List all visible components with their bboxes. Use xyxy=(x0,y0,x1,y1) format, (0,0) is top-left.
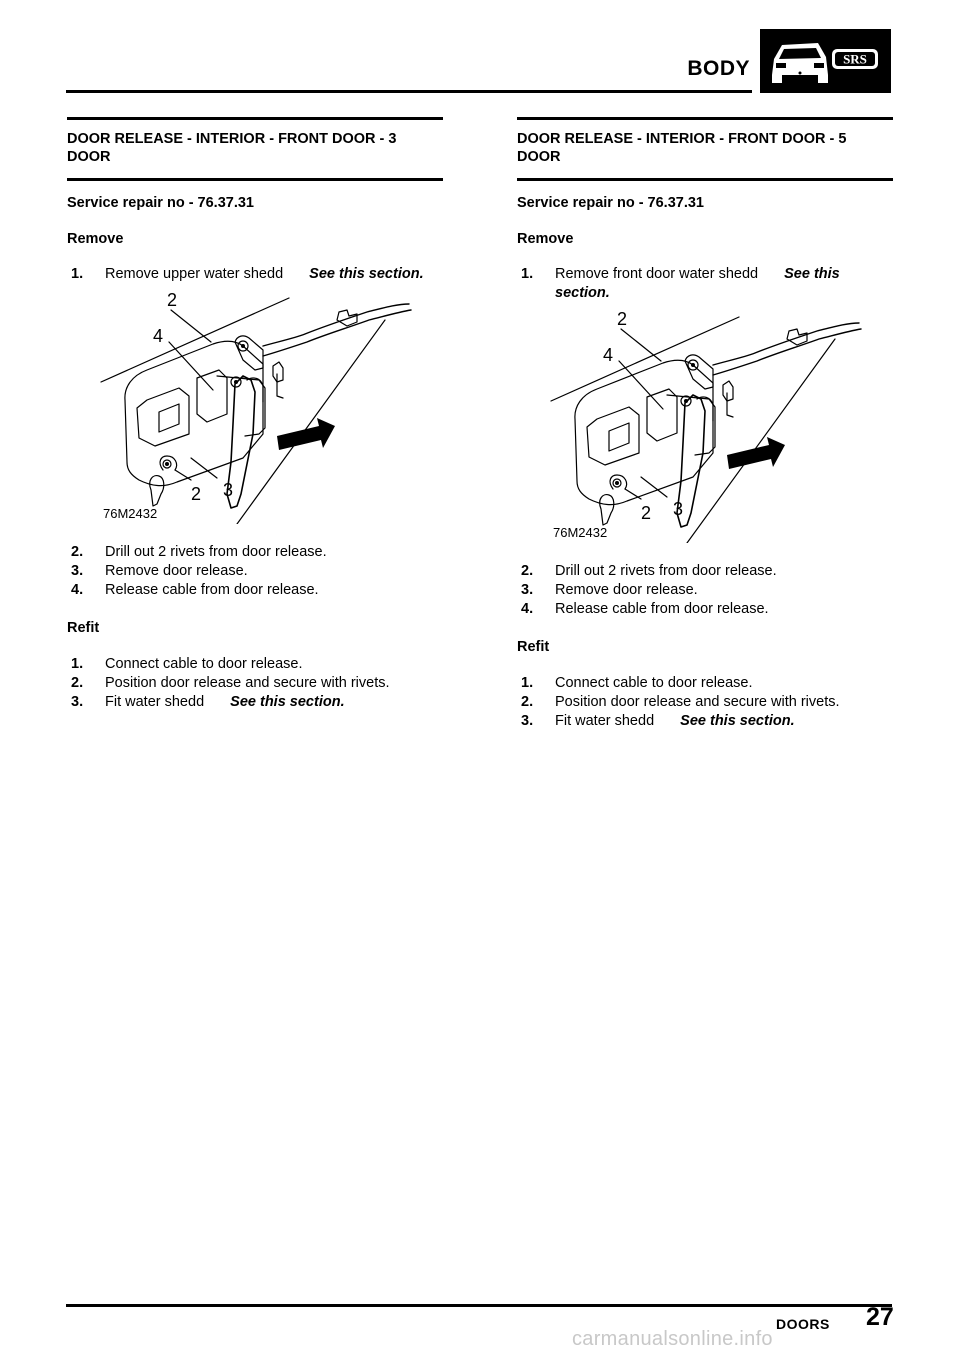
callout-4: 4 xyxy=(153,326,164,346)
step-number: 3. xyxy=(521,582,534,598)
refit-step-3 xyxy=(67,693,443,712)
figure-code: 76M2432 xyxy=(103,506,158,521)
section-bottom-rule xyxy=(517,178,893,181)
step-text: Remove upper water shedd xyxy=(105,266,284,282)
step-text: Connect cable to door release. xyxy=(105,656,303,672)
step-text: Remove door release. xyxy=(555,582,698,598)
callout-3: 3 xyxy=(223,480,234,500)
section-bottom-rule xyxy=(67,178,443,181)
step-number: 2. xyxy=(71,675,84,691)
refit-step-2 xyxy=(67,674,443,693)
service-repair-number: Service repair no - 76.37.31 xyxy=(517,195,704,211)
refit-step-2 xyxy=(517,693,893,712)
section-top-rule xyxy=(517,117,893,120)
step-text: Drill out 2 rivets from door release. xyxy=(555,563,777,579)
step-number: 2. xyxy=(521,694,534,710)
see-section-reference[interactable]: See this section. xyxy=(680,713,795,729)
step-number: 2. xyxy=(521,563,534,579)
remove-step-4 xyxy=(67,581,443,600)
callout-2-top: 2 xyxy=(167,290,178,310)
refit-heading: Refit xyxy=(517,639,550,655)
refit-step-1 xyxy=(67,655,443,674)
direction-arrow-icon xyxy=(727,437,785,469)
door-release-diagram xyxy=(517,303,893,543)
callout-4: 4 xyxy=(603,345,614,365)
remove-step-3 xyxy=(517,581,893,600)
remove-heading: Remove xyxy=(67,231,124,247)
step-number: 2. xyxy=(71,544,84,560)
watermark: carmanualsonline.info xyxy=(572,1328,773,1350)
step-text: Position door release and secure with rivets. xyxy=(105,675,390,691)
see-section-reference[interactable]: See this section. xyxy=(230,694,345,710)
step-number: 1. xyxy=(71,656,84,672)
see-section-reference[interactable]: See this section. xyxy=(309,266,424,282)
remove-step-2 xyxy=(517,562,893,581)
step-text: Release cable from door release. xyxy=(555,601,769,617)
step-number: 1. xyxy=(71,266,84,282)
car-front-icon xyxy=(760,29,891,93)
page-number: 27 xyxy=(866,1303,894,1331)
footer-section-name: DOORS xyxy=(776,1316,830,1332)
section-top-rule xyxy=(67,117,443,120)
page-section-title: BODY xyxy=(687,57,750,80)
step-text: Release cable from door release. xyxy=(105,582,319,598)
step-text: Remove front door water shedd xyxy=(555,266,759,282)
header-rule xyxy=(66,90,752,93)
remove-heading: Remove xyxy=(517,231,574,247)
srs-logo-text: SRS xyxy=(843,51,867,67)
callout-2-top: 2 xyxy=(617,309,628,329)
step-number: 3. xyxy=(71,563,84,579)
srs-car-logo xyxy=(760,29,891,93)
section-5-door xyxy=(517,117,893,731)
step-text: Fit water shedd xyxy=(105,694,205,710)
step-number: 3. xyxy=(521,713,534,729)
remove-step-1 xyxy=(517,265,893,303)
footer-rule xyxy=(66,1304,892,1307)
remove-step-2 xyxy=(67,543,443,562)
remove-step-4 xyxy=(517,600,893,619)
step-number: 1. xyxy=(521,675,534,691)
step-text: Fit water shedd xyxy=(555,713,655,729)
refit-step-3 xyxy=(517,712,893,731)
door-release-diagram xyxy=(67,284,443,524)
section-title: DOOR RELEASE - INTERIOR - FRONT DOOR - 3 DOOR xyxy=(67,131,397,165)
see-section-reference[interactable]: See this section. xyxy=(555,266,840,301)
step-number: 3. xyxy=(71,694,84,710)
step-number: 4. xyxy=(521,601,534,617)
section-title: DOOR RELEASE - INTERIOR - FRONT DOOR - 5 DOOR xyxy=(517,131,847,165)
callout-2-bottom: 2 xyxy=(191,484,202,504)
step-text: Remove door release. xyxy=(105,563,248,579)
step-text: Position door release and secure with rivets. xyxy=(555,694,840,710)
direction-arrow-icon xyxy=(277,418,335,450)
service-repair-number: Service repair no - 76.37.31 xyxy=(67,195,254,211)
step-text: Drill out 2 rivets from door release. xyxy=(105,544,327,560)
step-text: Connect cable to door release. xyxy=(555,675,753,691)
figure-code: 76M2432 xyxy=(553,525,608,540)
step-number: 4. xyxy=(71,582,84,598)
refit-heading: Refit xyxy=(67,620,100,636)
refit-step-1 xyxy=(517,674,893,693)
section-3-door xyxy=(67,117,443,712)
callout-2-bottom: 2 xyxy=(641,503,652,523)
step-number: 1. xyxy=(521,266,534,282)
remove-step-1 xyxy=(67,265,443,284)
remove-step-3 xyxy=(67,562,443,581)
callout-3: 3 xyxy=(673,499,684,519)
